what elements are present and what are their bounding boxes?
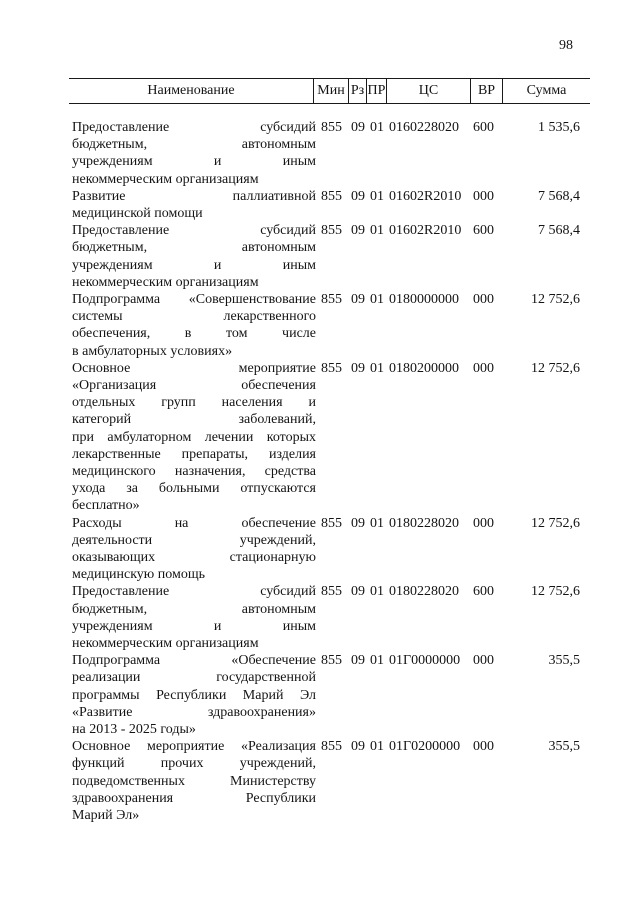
- row-name-line: Предоставление субсидий: [72, 584, 316, 600]
- row-vr: 600: [473, 223, 494, 239]
- row-rz: 09: [351, 292, 365, 307]
- header-rz: Рз: [348, 79, 366, 103]
- row-name-line: учреждениям и иным: [72, 257, 316, 273]
- row-pr: 01: [370, 120, 384, 135]
- row-name: [72, 738, 316, 824]
- row-pr: 01: [370, 188, 384, 204]
- row-name-line: Предоставление субсидий: [72, 120, 316, 135]
- row-name-line: здравоохранения Республики: [72, 790, 316, 806]
- row-name-line: реализации государственной: [72, 670, 316, 686]
- row-vr: 000: [473, 739, 494, 755]
- row-name-line: оказывающих стационарную: [72, 550, 316, 565]
- row-pr: 01: [370, 292, 384, 307]
- row-sum: 12 752,6: [531, 515, 580, 531]
- row-name: [72, 360, 316, 515]
- header-sum: Сумма: [502, 79, 590, 103]
- row-name-line: медицинской помощи: [72, 206, 203, 221]
- row-vr: 000: [473, 360, 494, 376]
- row-rz: 09: [351, 653, 365, 669]
- header-min: Мин: [313, 79, 348, 103]
- row-name-line: подведомственных Министерству: [72, 773, 316, 789]
- row-name: [72, 222, 316, 291]
- row-cs: 0180228020: [389, 584, 459, 600]
- row-min: 855: [321, 292, 342, 307]
- row-name: [72, 119, 316, 188]
- row-rz: 09: [351, 739, 365, 755]
- row-name-line: категорий заболеваний,: [72, 412, 316, 428]
- page-number: 98: [559, 38, 573, 53]
- row-cs: 01Г0200000: [389, 739, 461, 755]
- row-sum: 12 752,6: [531, 584, 580, 600]
- row-name-line: «Организация обеспечения: [72, 378, 316, 393]
- row-name-line: Развитие паллиативной: [72, 188, 316, 204]
- row-vr: 000: [473, 515, 494, 531]
- row-name: [72, 652, 316, 738]
- row-vr: 000: [473, 292, 494, 307]
- row-cs: 01602R2010: [389, 223, 462, 239]
- row-min: 855: [321, 188, 342, 204]
- row-sum: 7 568,4: [538, 188, 580, 204]
- row-min: 855: [321, 584, 342, 600]
- row-sum: 12 752,6: [531, 360, 580, 376]
- row-name-line: системы лекарственного: [72, 309, 316, 325]
- row-name-line: при амбулаторном лечении которых: [72, 429, 316, 445]
- row-name-line: «Развитие здравоохранения»: [72, 704, 316, 720]
- row-pr: 01: [370, 360, 384, 376]
- row-name-line: бюджетным, автономным: [72, 137, 316, 153]
- row-min: 855: [321, 223, 342, 239]
- row-cs: 0160228020: [389, 120, 459, 135]
- row-name-line: обеспечения, в том числе: [72, 326, 316, 342]
- row-name-line: Предоставление субсидий: [72, 223, 316, 239]
- row-name-line: бюджетным, автономным: [72, 601, 316, 617]
- table-header: [69, 78, 590, 104]
- row-rz: 09: [351, 515, 365, 531]
- row-sum: 12 752,6: [531, 292, 580, 307]
- row-min: 855: [321, 739, 342, 755]
- row-pr: 01: [370, 584, 384, 600]
- row-cs: 01602R2010: [389, 188, 462, 204]
- row-pr: 01: [370, 653, 384, 669]
- row-rz: 09: [351, 223, 365, 239]
- row-name-line: некоммерческим организациям: [72, 171, 259, 187]
- row-min: 855: [321, 515, 342, 531]
- row-rz: 09: [351, 584, 365, 600]
- row-sum: 355,5: [548, 739, 580, 755]
- row-name-line: деятельности учреждений,: [72, 532, 316, 548]
- row-pr: 01: [370, 223, 384, 239]
- row-vr: 000: [473, 653, 494, 669]
- row-name-line: учреждениям и иным: [72, 618, 316, 634]
- row-name-line: учреждениям и иным: [72, 154, 316, 170]
- row-min: 855: [321, 120, 342, 135]
- row-name-line: Расходы на обеспечение: [72, 515, 316, 531]
- row-name-line: отдельных групп населения и: [72, 395, 316, 411]
- row-name-line: Подпрограмма «Совершенствование: [72, 292, 316, 307]
- row-name-line: некоммерческим организациям: [72, 274, 259, 290]
- row-min: 855: [321, 360, 342, 376]
- row-cs: 01Г0000000: [389, 653, 461, 669]
- row-name-line: Марий Эл»: [72, 808, 140, 823]
- row-rz: 09: [351, 188, 365, 204]
- row-vr: 000: [473, 188, 494, 204]
- row-cs: 0180200000: [389, 360, 459, 376]
- row-name-line: лекарственные препараты, изделия: [72, 446, 316, 462]
- row-name-line: медицинского назначения, средства: [72, 464, 316, 480]
- row-sum: 7 568,4: [538, 223, 580, 239]
- header-pr: ПР: [366, 79, 386, 103]
- row-name-line: функций прочих учреждений,: [72, 756, 316, 772]
- row-name-line: медицинскую помощь: [72, 567, 206, 583]
- header-cs: ЦС: [386, 79, 470, 103]
- row-name-line: в амбулаторных условиях»: [72, 343, 233, 359]
- row-name: [72, 515, 316, 584]
- row-name-line: Основное мероприятие «Реализация: [72, 739, 316, 755]
- row-name-line: бесплатно»: [72, 498, 140, 514]
- row-name-line: некоммерческим организациям: [72, 636, 259, 651]
- row-name: [72, 291, 316, 360]
- header-vr: ВР: [470, 79, 502, 103]
- header-name: Наименование: [147, 83, 235, 98]
- row-cs: 0180000000: [389, 292, 459, 307]
- row-name-line: Подпрограмма «Обеспечение: [72, 653, 316, 669]
- row-vr: 600: [473, 120, 494, 135]
- row-sum: 1 535,6: [538, 120, 580, 135]
- row-vr: 600: [473, 584, 494, 600]
- row-name-line: на 2013 - 2025 годы»: [72, 722, 196, 737]
- row-pr: 01: [370, 515, 384, 531]
- row-name: [72, 188, 316, 222]
- row-rz: 09: [351, 120, 365, 135]
- row-name-line: программы Республики Марий Эл: [72, 687, 316, 703]
- row-name-line: ухода за больными отпускаются: [72, 481, 316, 497]
- row-name-line: Основное мероприятие: [72, 360, 316, 376]
- row-rz: 09: [351, 360, 365, 376]
- row-cs: 0180228020: [389, 515, 459, 531]
- row-sum: 355,5: [548, 653, 580, 669]
- row-min: 855: [321, 653, 342, 669]
- row-name: [72, 583, 316, 652]
- row-pr: 01: [370, 739, 384, 755]
- row-name-line: бюджетным, автономным: [72, 240, 316, 256]
